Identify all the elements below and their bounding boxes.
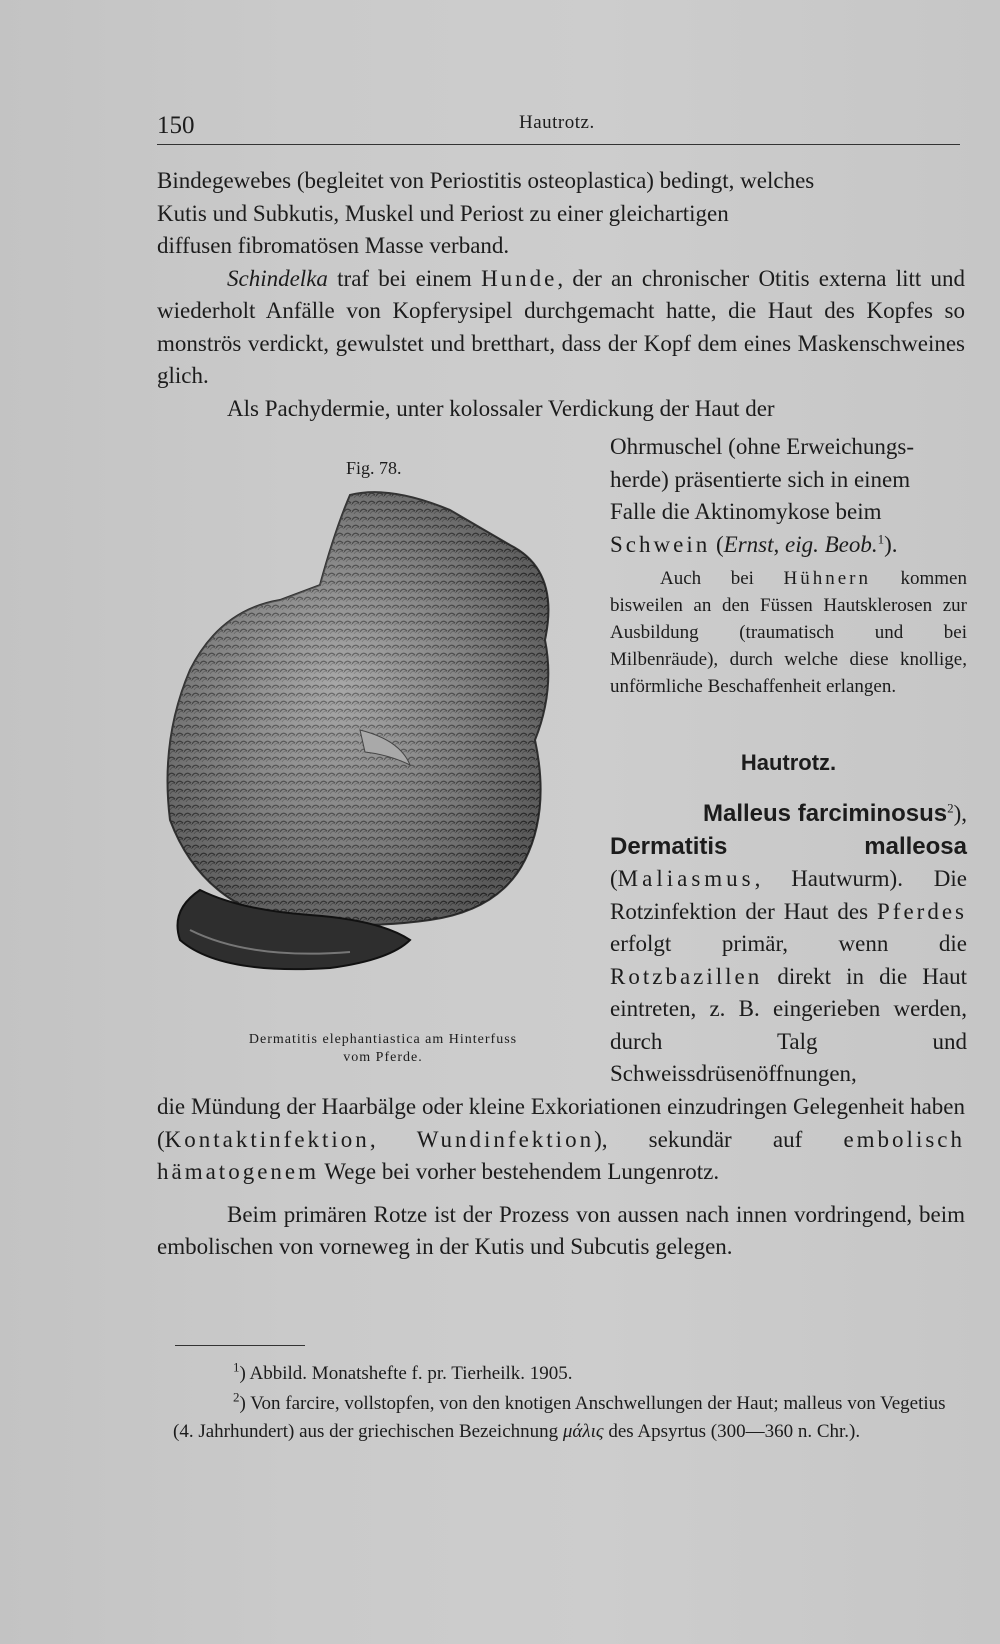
footnote-2: [173, 1390, 963, 1446]
text-run: die Mündung der Haarbälge oder kleine Exkoriationen einzudringen Gelegenheit haben (: [157, 1094, 965, 1152]
footnote-text: des Apsyrtus (300—360 n. Chr.).: [603, 1421, 861, 1442]
text-run: (: [710, 531, 724, 557]
continuation-paragraph: [157, 1091, 965, 1189]
section-title-line: [610, 798, 967, 831]
spaced-word: Hunde: [481, 265, 558, 291]
text-line: Bindegewebes (begleitet von Periostitis osteoplastica) bedingt, welches: [157, 168, 815, 193]
section-subtitle: Dermatitis malleosa: [610, 832, 967, 860]
text-run: ),: [953, 801, 967, 826]
caption-line: vom Pferde.: [343, 1050, 423, 1065]
figure-label: Fig. 78.: [346, 458, 402, 478]
footnote-ref: 2: [947, 800, 954, 816]
text-run: kommen bisweilen an den Füssen Hautsklerosen zur Ausbildung (traumatisch und bei Milbenräude), durch welche diese knollige, unförmliche Beschaffenheit erlangen.: [610, 568, 967, 697]
schindelka-paragraph: [157, 263, 965, 393]
lower-text: [157, 1091, 965, 1264]
text-line: Ohrmuschel (ohne Erweichungs-: [610, 434, 915, 459]
text-run: Wege bei vorher bestehendem Lungenrotz.: [319, 1159, 720, 1184]
spaced-word: Hühnern: [783, 568, 871, 589]
text-run: direkt in die Haut eintreten, z. B. eingerieben werden, durch Talg und Schweissdrüsenöffnungen,: [610, 963, 967, 1086]
text-run: erfolgt primär, wenn die: [610, 931, 967, 956]
text-line: diffusen fibromatösen Masse verband.: [157, 233, 510, 258]
spaced-word: Maliasmus: [617, 866, 755, 891]
text-run: ), sekundär auf: [594, 1126, 844, 1152]
top-paragraph: [157, 165, 965, 425]
caption-line: Dermatitis elephantiastica am Hinterfuss: [248, 1032, 518, 1047]
pachydermie-line: Als Pachydermie, unter kolossaler Verdickung der Haut der: [227, 395, 775, 421]
spaced-word: Kontaktinfektion: [164, 1126, 370, 1152]
beim-paragraph: Beim primären Rotze ist der Prozess von aussen nach innen vordringend, beim embolischen von vorneweg in der Kutis und Subcutis gelegen.: [157, 1201, 965, 1259]
text-line: herde) präsentierte sich in einem: [610, 466, 911, 492]
text-line: Falle die Aktinomykose beim: [610, 499, 882, 524]
spaced-word: Pferdes: [877, 898, 967, 924]
text-line: [610, 529, 967, 562]
footnote-text: ) Abbild. Monatshefte f. pr. Tierheilk. 1905.: [239, 1363, 573, 1384]
footnote-1: [173, 1360, 963, 1388]
rotz-paragraph: [610, 831, 967, 1091]
text-run: ).: [884, 531, 898, 557]
footnote-rule: [175, 1345, 305, 1346]
section-heading: Hautrotz.: [740, 750, 837, 775]
spaced-word: Schwein: [610, 531, 711, 557]
author-name: Ernst: [723, 531, 774, 557]
spaced-word: Wundinfektion: [416, 1126, 595, 1152]
author-name: Schindelka: [227, 265, 328, 291]
page-header: [157, 112, 960, 145]
text-line: Kutis und Subkutis, Muskel und Periost zu einer gleichartigen: [157, 200, 729, 226]
spaced-word: Rotzbazillen: [610, 963, 763, 989]
text-run: Auch bei: [660, 568, 784, 589]
text-run: traf bei einem: [327, 265, 482, 291]
text-run: ,: [773, 531, 785, 557]
figure-illustration: [160, 490, 590, 1030]
text-run: ,: [369, 1126, 417, 1152]
footnote-text: ) Von farcire, vollstopfen, von den knotigen Anschwellungen der Haut; malleus von Vegetius (4. Jahrhundert) aus der griechischen Bezeichnung: [173, 1393, 946, 1442]
citation: eig. Beob.: [784, 531, 878, 557]
rotz-right-column: [610, 798, 967, 1091]
text-run: , der an chronischer Otitis externa litt und wiederholt Anfälle von Kopferysipel durchgemacht hatte, die Haut des Kopfes so monströs verdickt, gewulstet und bretthart, dass der Kopf dem eines Maskenschweines glich.: [157, 265, 965, 388]
section-title: Malleus farciminosus: [703, 800, 948, 827]
footnote-ref: 1: [877, 530, 885, 546]
pachydermie-right-column: [610, 431, 967, 700]
greek-word: μάλις: [562, 1421, 604, 1442]
huehner-paragraph: [610, 565, 967, 700]
figure-caption: [168, 1031, 598, 1067]
running-title: Hautrotz.: [519, 112, 595, 133]
footnote-mark: 1: [233, 1359, 240, 1375]
text-run: (: [610, 866, 618, 891]
spaced-word: embolisch hämatogenem: [157, 1126, 965, 1184]
page-number: 150: [157, 112, 195, 139]
footnote-mark: 2: [233, 1389, 240, 1405]
text-run: , Hautwurm). Die Rotzinfektion der Haut des: [610, 866, 967, 924]
